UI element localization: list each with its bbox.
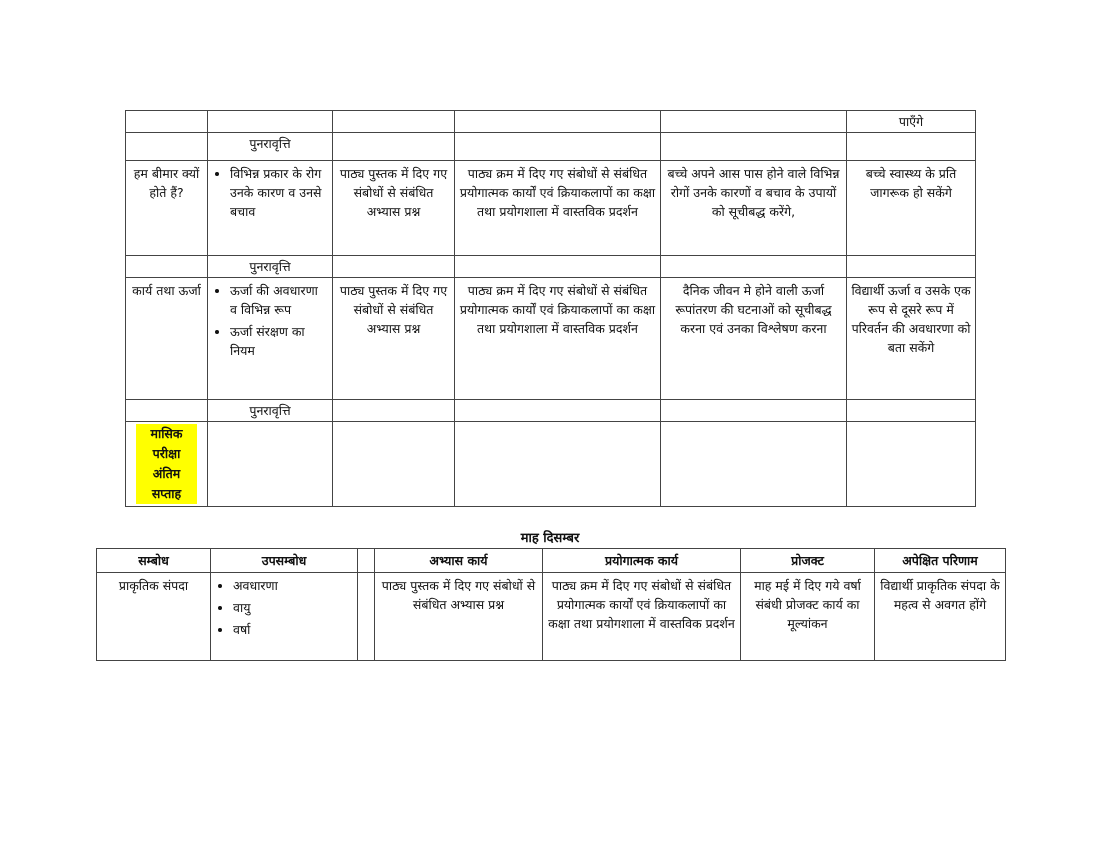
- practice-cell: पाठ्य पुस्तक में दिए गए संबोधों से संबंधित अभ्यास प्रश्न: [375, 573, 543, 661]
- topic-cell: प्राकृतिक संपदा: [97, 573, 211, 661]
- topic-cell: हम बीमार क्यों होते हैं?: [126, 161, 208, 256]
- project-cell: दैनिक जीवन मे होने वाली ऊर्जा रूपांतरण की घटनाओं को सूचीबद्ध करना एवं उनका विश्लेषण करना: [661, 278, 847, 400]
- header-project: प्रोजक्ट: [741, 549, 875, 573]
- table-header-row: [97, 549, 1006, 573]
- subtopics-cell: [208, 161, 333, 256]
- subtopic-list: [212, 164, 328, 221]
- table-row: [126, 278, 976, 400]
- practical-cell: पाठ्य क्रम में दिए गए संबोधों से संबंधित प्रयोगात्मक कार्यों एवं क्रियाकलापों का कक्षा तथा प्रयोगशाला में वास्तविक प्रदर्शन: [543, 573, 741, 661]
- project-cell: माह मई में दिए गये वर्षा संबंधी प्रोजक्ट कार्य का मूल्यांकन: [741, 573, 875, 661]
- header-subtopic: उपसम्बोध: [211, 549, 358, 573]
- list-item: • वर्षा: [233, 620, 353, 639]
- list-item: • वायु: [233, 598, 353, 617]
- table-row: [126, 422, 976, 507]
- exam-cell: [126, 422, 208, 507]
- list-item: • ऊर्जा की अवधारणा व विभिन्न रूप: [230, 281, 328, 319]
- revision-label: पुनरावृत्ति: [208, 400, 333, 422]
- subtopic-list: [212, 281, 328, 360]
- header-topic: सम्बोध: [97, 549, 211, 573]
- table-row: [126, 133, 976, 161]
- practical-cell: पाठ्य क्रम में दिए गए संबोधों से संबंधित प्रयोगात्मक कार्यों एवं क्रियाकलापों का कक्षा तथा प्रयोगशाला में वास्तविक प्रदर्शन: [455, 161, 661, 256]
- outcome-cell: बच्चे स्वास्थ्य के प्रति जागरूक हो सकेंगे: [847, 161, 976, 256]
- revision-label: पुनरावृत्ति: [208, 256, 333, 278]
- outcome-cell: विद्यार्थी प्राकृतिक संपदा के महत्व से अवगत होंगे: [875, 573, 1006, 661]
- list-item: • ऊर्जा संरक्षण का नियम: [230, 322, 328, 360]
- header-practical: प्रयोगात्मक कार्य: [543, 549, 741, 573]
- subtopics-cell: [208, 278, 333, 400]
- subtopic-list: [215, 576, 353, 639]
- subtopics-cell: [211, 573, 358, 661]
- outcome-continuation: पाएँगे: [847, 111, 976, 133]
- blank-cell: [358, 573, 375, 661]
- outcome-cell: विद्यार्थी ऊर्जा व उसके एक रूप से दूसरे रूप में परिवर्तन की अवधारणा को बता सकेंगे: [847, 278, 976, 400]
- table-row: [97, 573, 1006, 661]
- topic-cell: कार्य तथा ऊर्जा: [126, 278, 208, 400]
- header-blank: [358, 549, 375, 573]
- table-row: [126, 111, 976, 133]
- header-practice: अभ्यास कार्य: [375, 549, 543, 573]
- project-cell: बच्चे अपने आस पास होने वाले विभिन्न रोगों उनके कारणों व बचाव के उपायों को सूचीबद्ध करेंगे,: [661, 161, 847, 256]
- revision-label: पुनरावृत्ति: [208, 133, 333, 161]
- practical-cell: पाठ्य क्रम में दिए गए संबोधों से संबंधित प्रयोगात्मक कार्यों एवं क्रियाकलापों का कक्षा तथा प्रयोगशाला में वास्तविक प्रदर्शन: [455, 278, 661, 400]
- syllabus-table-december: [96, 548, 1006, 661]
- practice-cell: पाठ्य पुस्तक में दिए गए संबोधों से संबंधित अभ्यास प्रश्न: [333, 161, 455, 256]
- practice-cell: पाठ्य पुस्तक में दिए गए संबोधों से संबंधित अभ्यास प्रश्न: [333, 278, 455, 400]
- table-row: [126, 161, 976, 256]
- table-row: [126, 400, 976, 422]
- list-item: • विभिन्न प्रकार के रोग उनके कारण व उनसे बचाव: [230, 164, 328, 221]
- list-item: • अवधारणा: [233, 576, 353, 595]
- month-heading: माह दिसम्बर: [520, 531, 580, 546]
- header-outcome: अपेक्षित परिणाम: [875, 549, 1006, 573]
- syllabus-table-november: [125, 110, 976, 507]
- table-row: [126, 256, 976, 278]
- monthly-exam-label: मासिक परीक्षा अंतिम सप्ताह: [136, 424, 197, 504]
